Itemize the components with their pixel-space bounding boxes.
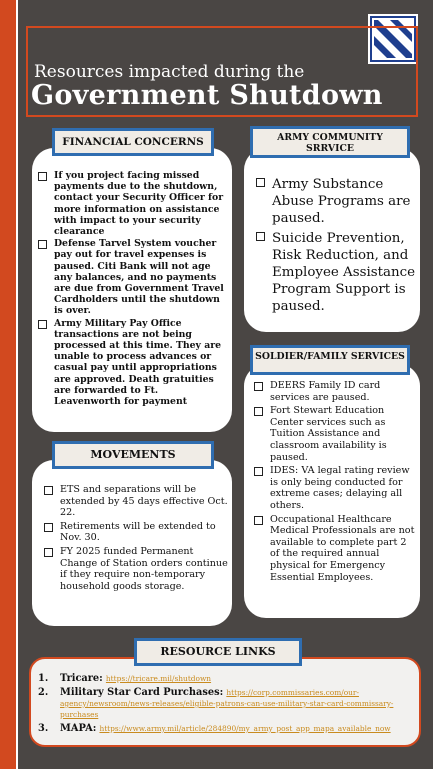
- left-accent-stripe: [0, 0, 16, 769]
- military-star-card-link[interactable]: https://corp.commissaries.com/our-agency/newsroom/news-releases/eligible-patrons-can-use-military-star-card-commissary-purchases: [60, 688, 394, 719]
- list-item: IDES: VA legal rating review is only being conducted for extreme cases; delaying all others.: [254, 465, 418, 511]
- list-item: FY 2025 funded Permanent Change of Station orders continue if they require non-temporary household goods storage.: [44, 546, 230, 592]
- page-subtitle: Resources impacted during the: [34, 62, 305, 82]
- resource-link-row: 3. MAPA: https://www.army.mil/article/284890/my_army_post_app_mapa_available_now: [38, 723, 391, 734]
- financial-heading: FINANCIAL CONCERNS: [52, 128, 214, 156]
- checkbox-icon: [44, 548, 53, 557]
- resource-links-heading: RESOURCE LINKS: [134, 638, 302, 666]
- movements-card: [32, 460, 232, 626]
- list-item: Defense Tarvel System voucher pay out for travel expenses is paused. Citi Bank will not age any balances, and no payments are due from Government Travel Cardholders until the shutdown is over.: [38, 238, 226, 316]
- checkbox-icon: [44, 523, 53, 532]
- acs-heading: ARMY COMMUNITY SRRVICE: [250, 126, 410, 158]
- list-item: DEERS Family ID card services are paused.: [254, 380, 418, 403]
- soldier-family-card: [244, 364, 420, 618]
- checkbox-icon: [256, 232, 265, 241]
- list-item: Army Substance Abuse Programs are paused.: [256, 176, 416, 227]
- list-item: ETS and separations will be extended by 45 days effective Oct. 22.: [44, 484, 230, 519]
- page-title: Government Shutdown: [31, 80, 383, 111]
- mapa-link[interactable]: https://www.army.mil/article/284890/my_army_post_app_mapa_available_now: [99, 724, 391, 733]
- checkbox-icon: [254, 516, 263, 525]
- resource-links-list: [38, 673, 422, 737]
- list-item: Fort Stewart Education Center services such as Tuition Assistance and classroom availability is paused.: [254, 405, 418, 463]
- acs-card: [244, 148, 420, 332]
- tricare-link[interactable]: https://tricare.mil/shutdown: [105, 674, 212, 683]
- checkbox-icon: [254, 467, 263, 476]
- list-item: Suicide Prevention, Risk Reduction, and Employee Assistance Program Support is paused.: [256, 230, 416, 315]
- checkbox-icon: [254, 382, 263, 391]
- financial-card: [32, 148, 232, 432]
- checkbox-icon: [44, 486, 53, 495]
- checkbox-icon: [38, 172, 47, 181]
- list-item: Retirements will be extended to Nov. 30.: [44, 521, 230, 544]
- checkbox-icon: [256, 178, 265, 187]
- checkbox-icon: [38, 240, 47, 249]
- movements-heading: MOVEMENTS: [52, 441, 214, 469]
- resource-link-row: 1. Tricare: https://tricare.mil/shutdown: [38, 673, 212, 684]
- checkbox-icon: [254, 407, 263, 416]
- resource-link-row: 2. Military Star Card Purchases: https://corp.commissaries.com/our-agency/newsroom/news-releases/eligible-patrons-can-use-military-star-card-commissary-purchases: [38, 687, 394, 719]
- checkbox-icon: [38, 320, 47, 329]
- soldier-family-heading: SOLDIER/FAMILY SERVICES: [250, 345, 410, 375]
- list-item: Army Military Pay Office transactions are not being processed at this time. They are unable to process advances or casual pay until appropriations are approved. Death gratuities are forwarded to Ft. Leavenworth for payment: [38, 318, 226, 408]
- list-item: Occupational Healthcare Medical Professionals are not available to complete part 2 of the required annual physical for Emergency Essential Employees.: [254, 514, 418, 584]
- list-item: If you project facing missed payments due to the shutdown, contact your Security Officer for more information on assistance with impact to your security clearance: [38, 170, 226, 237]
